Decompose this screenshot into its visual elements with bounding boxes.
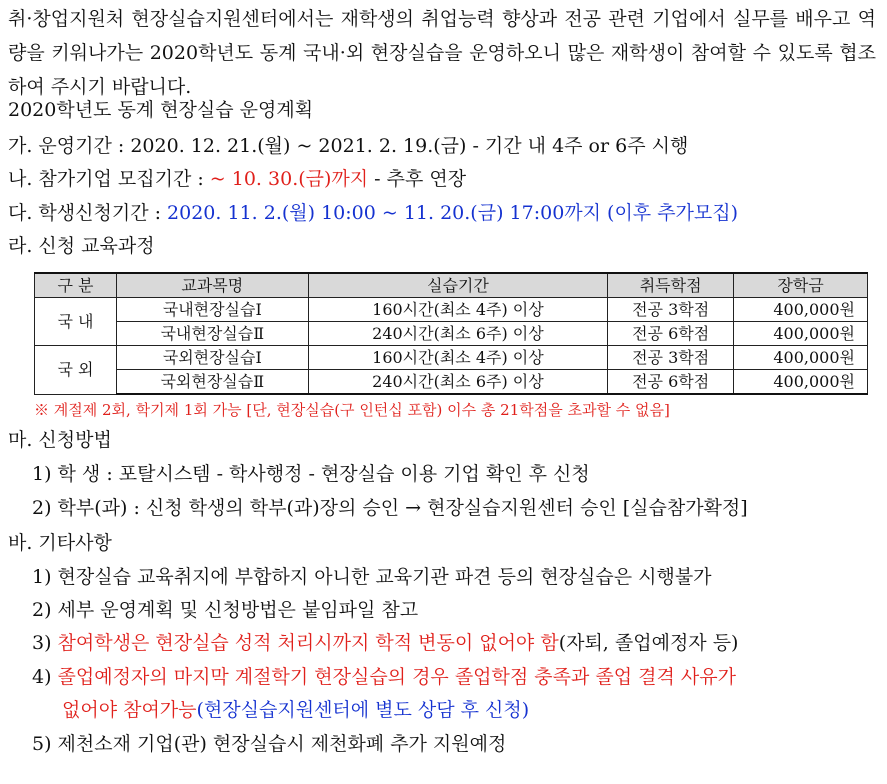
ba-item-4-warning-end: 없어야 참여가능 bbox=[62, 699, 197, 721]
header-scholarship: 장학금 bbox=[734, 273, 868, 298]
ba-item-3-tail: (자퇴, 졸업예정자 등) bbox=[558, 632, 739, 654]
item-ra: 라. 신청 교육과정 bbox=[8, 235, 155, 257]
table-row bbox=[35, 298, 868, 322]
item-ga bbox=[8, 130, 877, 163]
item-ga-label: 가. 운영기간 : bbox=[8, 135, 131, 157]
table-row bbox=[35, 370, 868, 395]
course-cell: 국외현장실습Ⅰ bbox=[116, 346, 308, 370]
table-row bbox=[35, 322, 868, 346]
course-cell: 국내현장실습Ⅰ bbox=[116, 298, 308, 322]
ma-step-2: 2) 학부(과) : 신청 학생의 학부(과)장의 승인 → 현장실습지원센터 승인 [실습참가확정] bbox=[32, 497, 748, 519]
group-cell: 국 외 bbox=[35, 346, 117, 395]
course-cell: 국내현장실습Ⅱ bbox=[116, 322, 308, 346]
item-da-value: 2020. 11. 2.(월) 10:00 ~ 11. 20.(금) 17:00까지 (이후 추가모집) bbox=[167, 202, 739, 224]
period-cell: 240시간(최소 6주) 이상 bbox=[308, 370, 608, 395]
section-ma-title: 마. 신청방법 bbox=[8, 429, 112, 451]
period-cell: 160시간(최소 4주) 이상 bbox=[308, 346, 608, 370]
item-na-value: ~ 10. 30.(금)까지 bbox=[209, 168, 369, 190]
ba-item-4 bbox=[32, 661, 877, 694]
item-da-label: 다. 학생신청기간 : bbox=[8, 202, 168, 224]
ba-item-5: 5) 제천소재 기업(관) 현장실습시 제천화폐 추가 지원예정 bbox=[32, 733, 507, 755]
table-row bbox=[35, 346, 868, 370]
header-credit: 취득학점 bbox=[608, 273, 734, 298]
header-period: 실습기간 bbox=[308, 273, 608, 298]
item-ga-value: 2020. 12. 21.(월) ~ 2021. 2. 19.(금) - 기간 내 4주 or 6주 시행 bbox=[130, 135, 689, 157]
ma-step-1: 1) 학 생 : 포탈시스템 - 학사행정 - 현장실습 이용 기업 확인 후 신청 bbox=[32, 463, 590, 485]
credit-cell: 전공 6학점 bbox=[608, 370, 734, 395]
group-cell: 국 내 bbox=[35, 298, 117, 346]
table-note: ※ 계절제 2회, 학기제 1회 가능 [단, 현장실습(구 인턴십 포함) 이수 총 21학점을 초과할 수 없음] bbox=[34, 401, 670, 419]
ba-item-4-number: 4) bbox=[32, 666, 58, 688]
header-division: 구 분 bbox=[35, 273, 117, 298]
item-na-tail: - 추후 연장 bbox=[368, 168, 467, 190]
ba-item-4-continued bbox=[62, 694, 877, 727]
scholarship-cell: 400,000원 bbox=[734, 370, 868, 395]
scholarship-cell: 400,000원 bbox=[734, 346, 868, 370]
credit-cell: 전공 3학점 bbox=[608, 298, 734, 322]
header-course: 교과목명 bbox=[116, 273, 308, 298]
item-na bbox=[8, 163, 877, 196]
ba-item-4-warning: 졸업예정자의 마지막 계절학기 현장실습의 경우 졸업학점 충족과 졸업 결격 사유가 bbox=[57, 666, 736, 688]
ba-item-4-note: (현장실습지원센터에 별도 상담 후 신청) bbox=[196, 699, 530, 721]
plan-title: 2020학년도 동계 현장실습 운영계획 bbox=[8, 99, 314, 121]
ba-item-3-warning: 참여학생은 현장실습 성적 처리시까지 학적 변동이 없어야 함 bbox=[57, 632, 559, 654]
section-ba-title: 바. 기타사항 bbox=[8, 532, 112, 554]
item-na-label: 나. 참가기업 모집기간 : bbox=[8, 168, 210, 190]
item-da bbox=[8, 197, 877, 230]
scholarship-cell: 400,000원 bbox=[734, 298, 868, 322]
ba-item-3 bbox=[32, 627, 877, 660]
table-header-row bbox=[35, 273, 868, 298]
credit-cell: 전공 6학점 bbox=[608, 322, 734, 346]
ba-item-2: 2) 세부 운영계획 및 신청방법은 붙임파일 참고 bbox=[32, 599, 419, 621]
ba-item-3-number: 3) bbox=[32, 632, 58, 654]
ba-item-1: 1) 현장실습 교육취지에 부합하지 아니한 교육기관 파견 등의 현장실습은 시행불가 bbox=[32, 566, 712, 588]
course-cell: 국외현장실습Ⅱ bbox=[116, 370, 308, 395]
intro-paragraph: 취·창업지원처 현장실습지원센터에서는 재학생의 취업능력 향상과 전공 관련 기업에서 실무를 배우고 역량을 키워나가는 2020학년도 동계 국내·외 현장실습을 운영하오니 많은 재학생이 참여할 수 있도록 협조하여 주시기 바랍니다. bbox=[8, 8, 876, 98]
credit-cell: 전공 3학점 bbox=[608, 346, 734, 370]
course-table bbox=[34, 272, 868, 395]
period-cell: 160시간(최소 4주) 이상 bbox=[308, 298, 608, 322]
scholarship-cell: 400,000원 bbox=[734, 322, 868, 346]
period-cell: 240시간(최소 6주) 이상 bbox=[308, 322, 608, 346]
